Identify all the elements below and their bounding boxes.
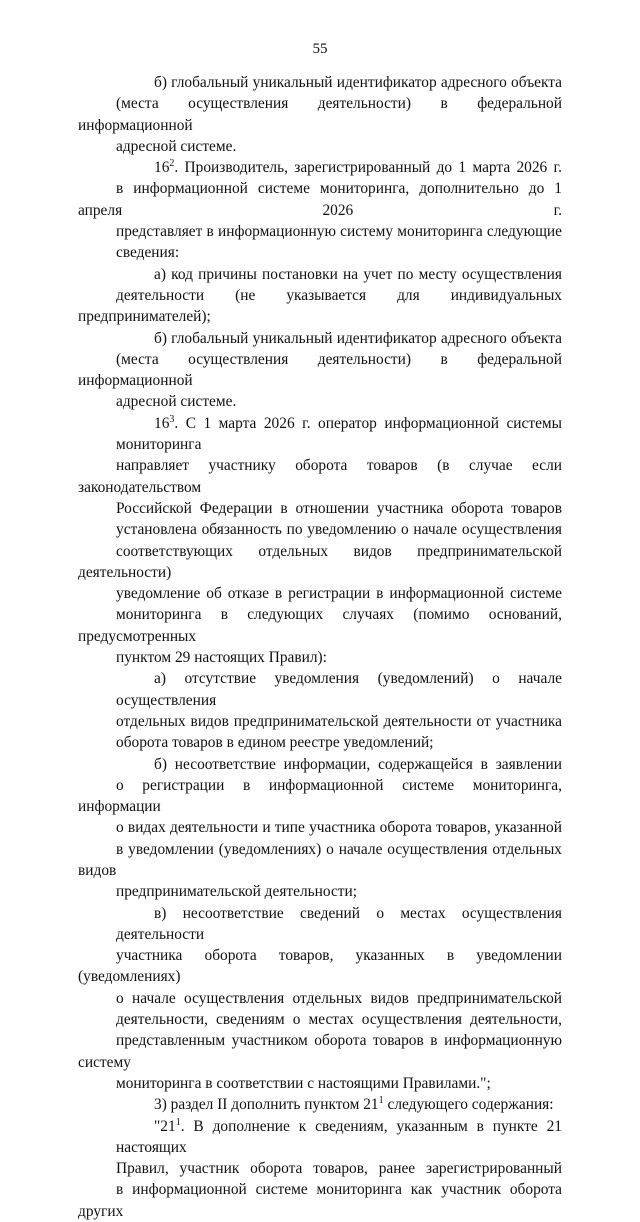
paragraph-item-b-3 [78,754,562,903]
text-line: Российской Федерации в отношении участника оборота товаров [116,499,562,517]
clause-number: "21 [154,1117,176,1135]
text-line: адресной системе. [116,137,237,155]
text-line: б) глобальный уникальный идентификатор адресного объекта [154,74,562,91]
text-line: о регистрации в информационной системе мониторинга, информации [78,776,562,816]
paragraph-item-b-1 [78,72,562,157]
text-line: а) код причины постановки на учет по месту осуществления [154,265,562,283]
text-line: установлена обязанность по уведомлению о начале осуществления [116,521,562,539]
text-fragment: . С 1 марта 2026 г. оператор информационной системы мониторинга [116,414,562,454]
text-line: представляет в информационную систему мониторинга следующие [116,223,562,241]
text-fragment: следующего содержания: [383,1096,554,1114]
clause-superscript: 2 [169,158,175,170]
text-line: в уведомлении (уведомлениях) о начале осуществления отдельных видов [78,840,562,879]
text-line: направляет участнику оборота товаров (в случае если законодательством [78,457,562,496]
paragraph-item-3 [78,1094,562,1115]
page-number: 55 [312,41,328,57]
text-line: представленным участником оборота товаров в информационную систему [78,1032,562,1071]
text-line [78,1116,562,1159]
text-fragment: 3) раздел II дополнить пунктом 21 [154,1096,379,1114]
clause-number: 16 [154,414,170,432]
text-line: участника оборота товаров, указанных в уведомлении (уведомлениях) [78,947,562,986]
text-line: сведения: [116,244,180,262]
text-line: соответствующих отдельных видов предпринимательской деятельности) [78,542,562,581]
paragraph-21-1 [78,1116,562,1222]
paragraph-item-b-2 [78,328,562,413]
clause-superscript: 3 [169,413,175,425]
text-line: деятельности (не указывается для индивидуальных предпринимателей); [78,286,562,326]
text-line [78,413,562,456]
text-line [78,1094,562,1115]
paragraph-item-a-2 [78,668,562,753]
text-line: в информационной системе мониторинга, дополнительно до 1 апреля 2026 г. [78,180,562,219]
paragraph-16-2 [78,157,562,263]
text-line: б) несоответствие информации, содержащейся в заявлении [154,755,562,773]
text-line: отдельных видов предпринимательской деятельности от участника [116,712,562,730]
text-line: деятельности, сведениям о местах осуществления деятельности, [116,1011,562,1029]
paragraph-item-a-1 [78,264,562,328]
text-line [78,157,562,178]
text-line: в информационной системе мониторинга как участник оборота других [78,1181,562,1220]
text-line: о видах деятельности и типе участника оборота товаров, указанной [116,819,562,837]
text-line: уведомление об отказе в регистрации в информационной системе [116,585,562,603]
clause-superscript: 1 [378,1095,384,1107]
text-line: Правил, участник оборота товаров, ранее зарегистрированный [116,1160,562,1178]
clause-superscript: 1 [175,1116,181,1128]
text-fragment: . Производитель, зарегистрированный до 1 марта 2026 г. [174,159,562,177]
clause-number: 16 [154,159,170,177]
text-line: оборота товаров в едином реестре уведомлений; [116,734,434,752]
text-line: б) глобальный уникальный идентификатор адресного объекта [154,329,562,347]
text-line: предпринимательской деятельности; [116,883,358,901]
text-line: а) отсутствие уведомления (уведомлений) о начале осуществления [116,670,562,709]
text-line: мониторинга в соответствии с настоящими Правилами."; [116,1074,491,1092]
document-page [78,40,562,1222]
text-line: пунктом 29 настоящих Правил): [116,649,327,667]
text-fragment: . В дополнение к сведениям, указанным в пункте 21 настоящих [116,1117,562,1156]
paragraph-16-3 [78,413,562,669]
text-line: адресной системе. [116,393,237,411]
text-line: (места осуществления деятельности) в федеральной информационной [78,350,562,390]
text-line: мониторинга в следующих случаях (помимо оснований, предусмотренных [78,606,562,645]
text-line: в) несоответствие сведений о местах осуществления деятельности [116,904,562,943]
text-line: о начале осуществления отдельных видов предпринимательской [116,989,562,1007]
text-line: (места осуществления деятельности) в федеральной информационной [78,95,562,134]
paragraph-item-v [78,903,562,1095]
